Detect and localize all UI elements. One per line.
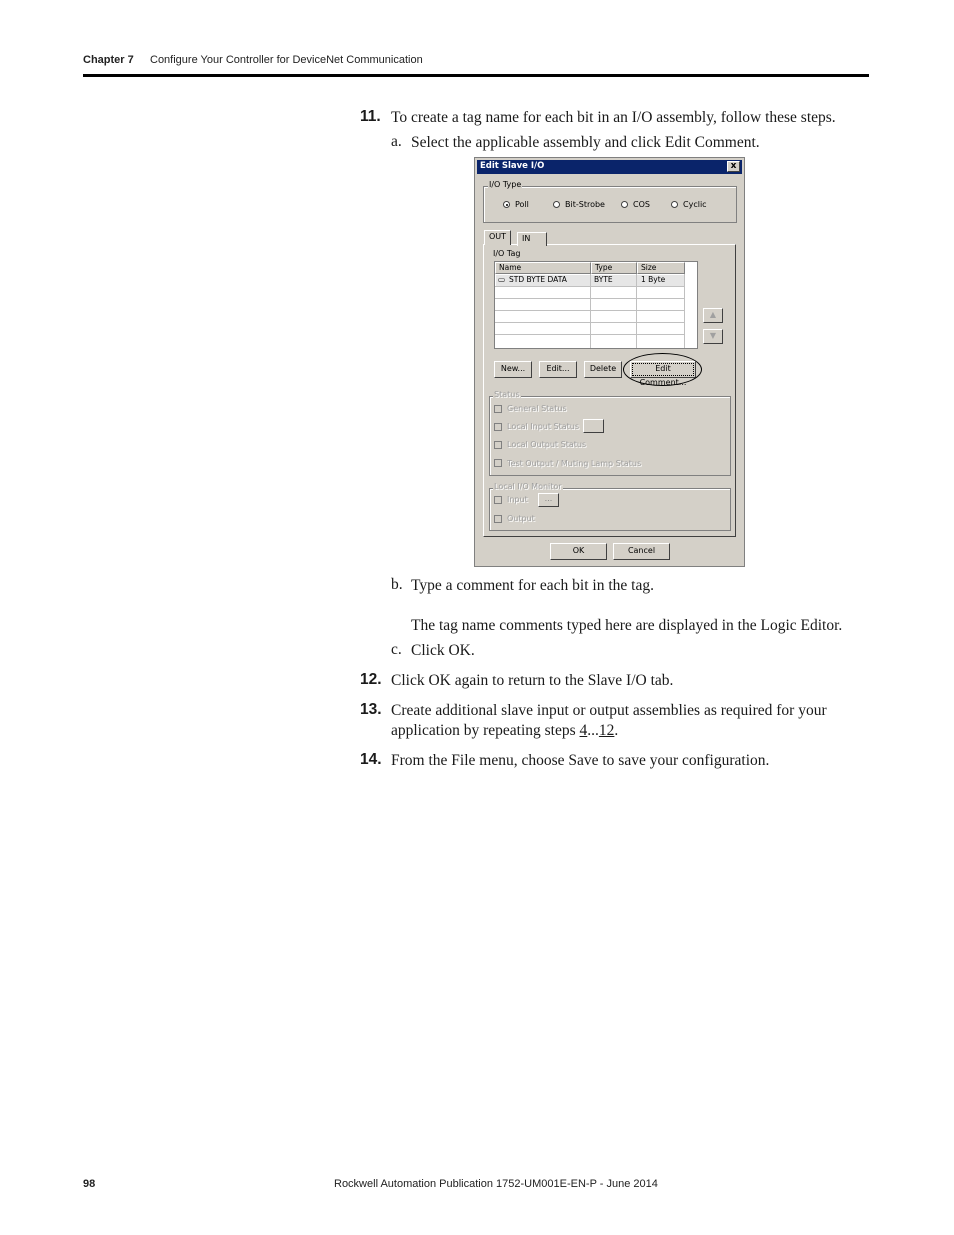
delete-button[interactable]: Delete [584, 361, 622, 378]
step-4-link[interactable]: 4 [579, 722, 588, 739]
row-name: STD BYTE DATA [509, 275, 567, 284]
publication-footer: Rockwell Automation Publication 1752-UM001E-EN-P - June 2014 [334, 1178, 658, 1190]
edit-button[interactable]: Edit... [539, 361, 577, 378]
step-12-number: 12. [360, 671, 382, 688]
status-label: Status [494, 390, 520, 399]
radio-cos[interactable] [621, 201, 628, 208]
tab-out[interactable]: OUT [484, 230, 511, 245]
close-icon[interactable]: x [727, 161, 740, 172]
highlight-ellipse [623, 353, 702, 386]
step-13-line2 [391, 721, 618, 741]
substep-b-note: The tag name comments typed here are displayed in the Logic Editor. [411, 617, 843, 634]
step-11-number: 11. [360, 108, 381, 125]
output-checkbox[interactable] [494, 515, 502, 523]
grid-line [495, 298, 684, 299]
grid-line [495, 334, 684, 335]
substep-c-letter: c. [391, 641, 402, 658]
radio-cyclic[interactable] [671, 201, 678, 208]
radio-cos-label: COS [633, 200, 650, 209]
input-browse-button[interactable]: ... [538, 493, 559, 507]
radio-cyclic-label: Cyclic [683, 200, 707, 209]
radio-poll-label: Poll [515, 200, 529, 209]
local-input-status-label: Local Input Status [507, 422, 580, 431]
row-type: BYTE [594, 275, 613, 284]
step-14-text: From the File menu, choose Save to save your configuration. [391, 752, 770, 769]
local-input-browse-button[interactable] [583, 419, 604, 433]
dialog-titlebar [477, 160, 742, 174]
page-number: 98 [83, 1178, 96, 1190]
step-12-text: Click OK again to return to the Slave I/O tab. [391, 672, 674, 689]
general-status-checkbox[interactable] [494, 405, 502, 413]
substep-a-text: Select the applicable assembly and click Edit Comment. [411, 134, 760, 151]
radio-bit-strobe-label: Bit-Strobe [565, 200, 605, 209]
local-output-status-label: Local Output Status [507, 440, 587, 449]
tag-icon: ▭ [498, 275, 506, 284]
io-tag-label: I/O Tag [493, 249, 521, 258]
grid-line [495, 322, 684, 323]
substep-a-letter: a. [391, 133, 402, 150]
step-13-number: 13. [360, 701, 382, 718]
dialog-title: Edit Slave I/O [480, 161, 545, 171]
step-12-link[interactable]: 12 [598, 722, 615, 739]
substep-c-text: Click OK. [411, 642, 475, 659]
local-output-status-checkbox[interactable] [494, 441, 502, 449]
col-type[interactable]: Type [591, 262, 637, 274]
col-size[interactable]: Size [637, 262, 685, 274]
input-checkbox[interactable] [494, 496, 502, 504]
chapter-label: Chapter 7 [83, 54, 134, 66]
edit-comment-button[interactable]: Edit Comment... [630, 361, 696, 378]
radio-poll[interactable] [503, 201, 510, 208]
io-type-label: I/O Type [489, 180, 522, 189]
header-rule [83, 74, 869, 77]
grid-line [684, 274, 685, 348]
step-14-number: 14. [360, 751, 382, 768]
chapter-title: Configure Your Controller for DeviceNet Communication [150, 54, 423, 66]
test-output-status-label: Test Output / Muting Lamp Status [507, 459, 642, 468]
step-13-line2-pre: application by repeating steps [391, 722, 580, 739]
grid-line [495, 286, 684, 287]
row-size: 1 Byte [641, 275, 666, 284]
tab-in[interactable]: IN [517, 232, 547, 246]
step-13-line2-post: . [614, 722, 619, 739]
io-tag-list[interactable] [494, 261, 698, 349]
edit-slave-io-dialog [474, 157, 745, 567]
step-11-text: To create a tag name for each bit in an I/O assembly, follow these steps. [391, 109, 836, 126]
col-name[interactable]: Name [495, 262, 591, 274]
grid-line [495, 310, 684, 311]
substep-b-letter: b. [391, 576, 403, 593]
ellipsis: ... [587, 722, 599, 739]
local-input-status-checkbox[interactable] [494, 423, 502, 431]
general-status-label: General Status [507, 404, 567, 413]
test-output-status-checkbox[interactable] [494, 459, 502, 467]
move-down-icon[interactable]: ▼ [703, 329, 723, 344]
radio-bit-strobe[interactable] [553, 201, 560, 208]
local-io-monitor-label: Local I/O Monitor [494, 482, 562, 491]
ok-button[interactable]: OK [550, 543, 607, 560]
cancel-button[interactable]: Cancel [613, 543, 670, 560]
input-label: Input [507, 495, 528, 504]
output-label: Output [507, 514, 535, 523]
step-13-line1: Create additional slave input or output assemblies as required for your [391, 702, 827, 719]
new-button[interactable]: New... [494, 361, 532, 378]
substep-b-text: Type a comment for each bit in the tag. [411, 577, 654, 594]
move-up-icon[interactable]: ▲ [703, 308, 723, 323]
